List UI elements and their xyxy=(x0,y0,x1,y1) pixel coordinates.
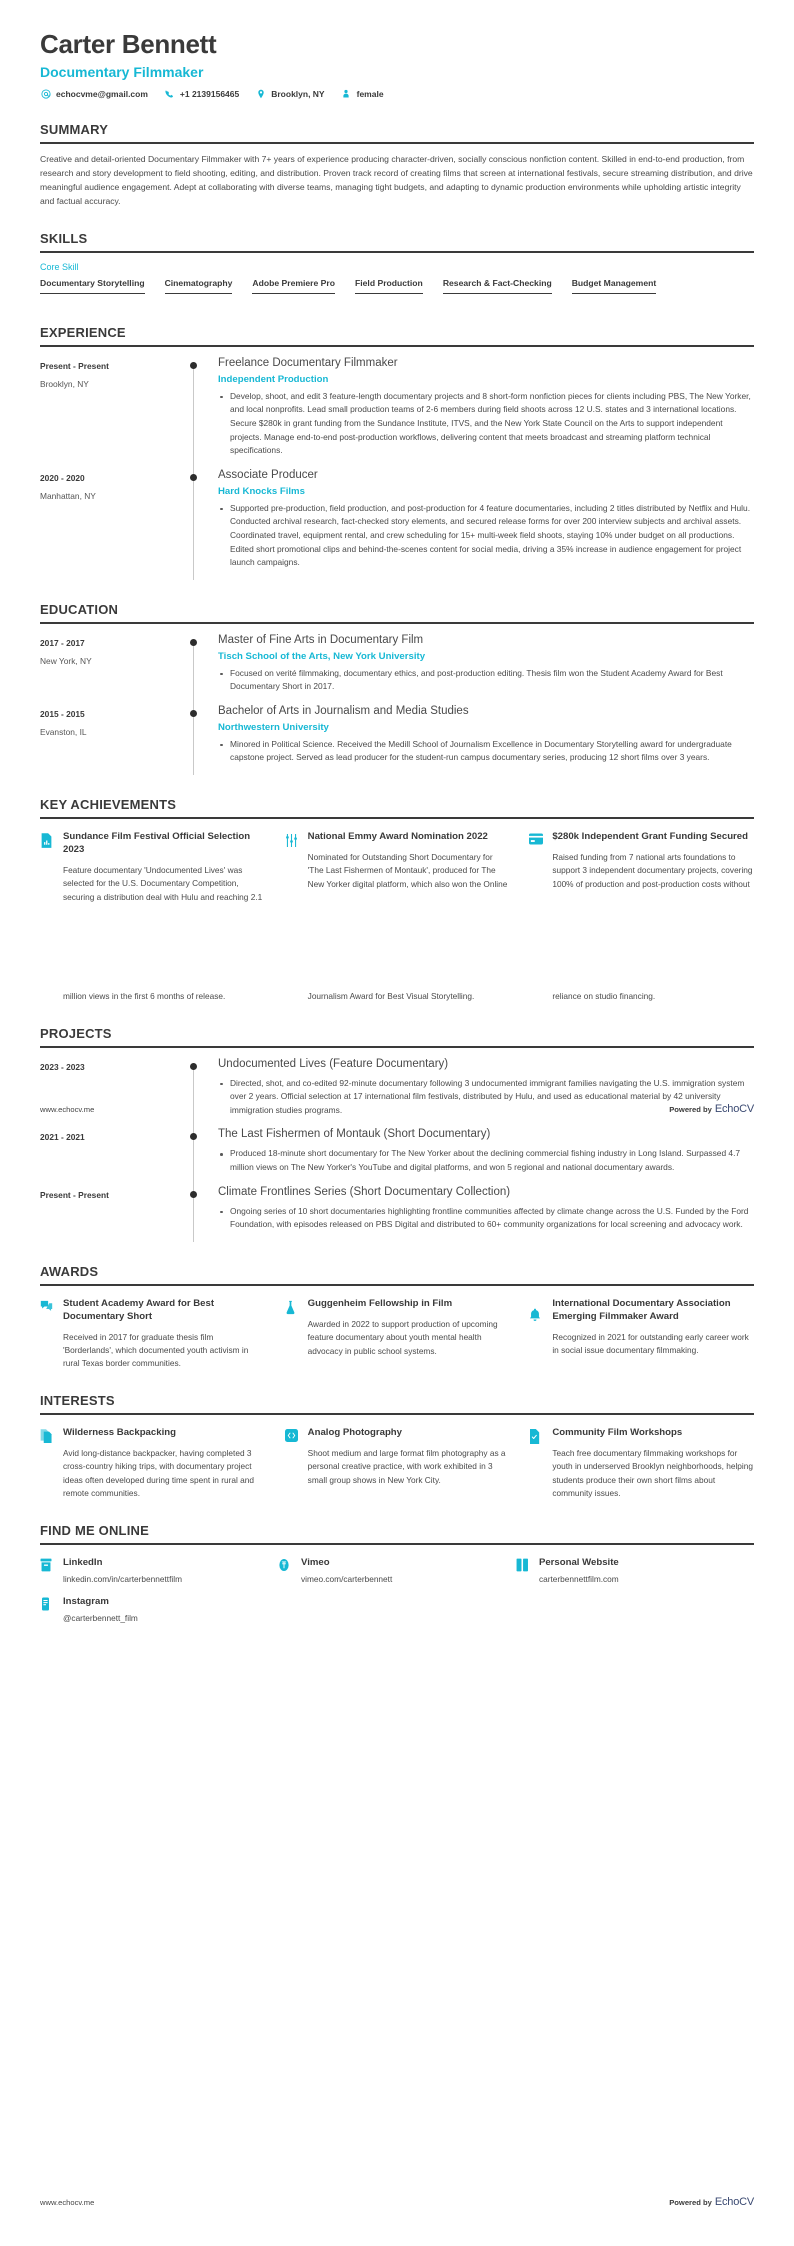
code-icon xyxy=(285,1427,300,1501)
project-title: The Last Fishermen of Montauk (Short Documentary) xyxy=(218,1128,491,1141)
entry-date: Present - Present xyxy=(40,360,109,371)
card-body xyxy=(552,1298,754,1371)
entry-bullet: Produced 18-minute short documentary for The New Yorker about the declining commercial fishing industry in Long Island. Surpassed 4.7 million views on The New Yorker's YouTube and digital platforms, and won 5 regional and national documentary awards. xyxy=(218,1147,754,1174)
timeline-dot xyxy=(190,639,197,646)
section-heading-experience: EXPERIENCE xyxy=(40,324,126,340)
card-description-continued: Journalism Award for Best Visual Storytelling. xyxy=(307,991,475,1002)
email-icon xyxy=(40,89,51,100)
card-title: Analog Photography xyxy=(307,1426,403,1438)
project-entry xyxy=(40,1185,754,1242)
entry-degree: Master of Fine Arts in Documentary Film xyxy=(218,633,424,646)
link-personal-website[interactable] xyxy=(516,1557,754,1584)
section-experience xyxy=(40,325,754,580)
card-description: Teach free documentary filmmaking workshops for youth in underserved Brooklyn neighborhoods, helping students produce their own short films about community issues. xyxy=(552,1447,753,1499)
section-heading-awards: AWARDS xyxy=(40,1263,99,1279)
link-linkedin[interactable] xyxy=(40,1557,278,1584)
timeline-dot xyxy=(190,362,197,369)
interest-card xyxy=(529,1427,754,1501)
entry-location: New York, NY xyxy=(40,655,92,666)
card-title: Community Film Workshops xyxy=(552,1426,683,1438)
timeline-dot xyxy=(190,710,197,717)
card-title: National Emmy Award Nomination 2022 xyxy=(307,831,488,843)
entry-meta xyxy=(40,1185,180,1242)
entry-role: Freelance Documentary Filmmaker xyxy=(218,356,398,369)
link-url[interactable]: carterbennettfilm.com xyxy=(538,1573,619,1584)
card-description: Nominated for Outstanding Short Documentary for 'The Last Fishermen of Montauk', produced for The New Yorker digital platform, which also won the Online xyxy=(307,851,508,889)
section-summary xyxy=(40,122,754,209)
entry-date: 2021 - 2021 xyxy=(40,1132,85,1143)
location-icon xyxy=(255,89,266,100)
entry-date: 2023 - 2023 xyxy=(40,1061,85,1072)
card-body xyxy=(552,831,754,904)
timeline-marker xyxy=(180,1057,208,1128)
section-key-achievements xyxy=(40,797,754,1004)
skill-tag: Field Production xyxy=(355,278,423,294)
entry-bullet: Directed, shot, and co-edited 92-minute documentary following 3 undocumented immigrant families navigating the U.S. immigration system over 2 years. Official selection at 17 international film festivals, distributed by Hulu, and used as educational material by 42 university immigration studies programs. xyxy=(218,1077,754,1118)
key-achievement-continuation xyxy=(40,990,754,1003)
entry-location: Manhattan, NY xyxy=(40,490,96,501)
spacer-icon xyxy=(285,990,300,1003)
footer-url: www.echocv.me xyxy=(40,1105,95,1114)
key-achievement-card-continued xyxy=(285,990,510,1003)
entry-body xyxy=(208,1127,754,1184)
key-achievement-card xyxy=(529,831,754,904)
link-body xyxy=(63,1596,138,1623)
timeline-marker xyxy=(180,1185,208,1242)
section-heading-interests: INTERESTS xyxy=(40,1392,115,1408)
timeline-dot xyxy=(190,1133,197,1140)
entry-body xyxy=(208,633,754,704)
key-achievement-card xyxy=(285,831,510,904)
entry-bullets xyxy=(218,1147,754,1174)
award-list xyxy=(40,1298,754,1371)
key-achievement-card-continued xyxy=(40,990,265,1003)
skill-tag-list xyxy=(40,278,754,303)
timeline-marker xyxy=(180,1127,208,1184)
person-icon xyxy=(341,89,352,100)
key-achievement-card xyxy=(40,831,265,904)
entry-date: 2017 - 2017 xyxy=(40,637,85,648)
entry-location: Evanston, IL xyxy=(40,726,87,737)
timeline-marker xyxy=(180,356,208,468)
link-body xyxy=(301,1557,392,1584)
section-divider xyxy=(40,1543,754,1545)
card-title: Student Academy Award for Best Documentary Short xyxy=(63,1297,215,1322)
entry-degree: Bachelor of Arts in Journalism and Media Studies xyxy=(218,704,469,717)
skill-tag: Documentary Storytelling xyxy=(40,278,145,294)
footer-powered-by: Powered by EchoCV xyxy=(669,2196,754,2208)
entry-body xyxy=(208,356,754,468)
link-name: LinkedIn xyxy=(63,1556,103,1568)
interest-card xyxy=(40,1427,265,1501)
section-heading-summary: SUMMARY xyxy=(40,121,109,137)
entry-bullet: Ongoing series of 10 short documentaries highlighting frontline communities affected by climate change across the U.S. Funded by the Ford Foundation, with episodes released on PBS Digital and distributed to 60+ community organizations for local screening and advocacy work. xyxy=(218,1205,754,1232)
entry-date: 2020 - 2020 xyxy=(40,472,85,483)
section-find-me-online xyxy=(40,1523,754,1635)
card-body xyxy=(552,1427,754,1501)
entry-bullets xyxy=(218,667,754,694)
card-description-continued: reliance on studio financing. xyxy=(552,991,656,1002)
section-heading-projects: PROJECTS xyxy=(40,1025,112,1041)
card-body xyxy=(308,831,510,904)
experience-entry xyxy=(40,356,754,468)
skill-tag: Cinematography xyxy=(165,278,233,294)
timeline-marker xyxy=(180,633,208,704)
award-card xyxy=(40,1298,265,1371)
bell-icon xyxy=(529,1298,544,1371)
entry-bullets xyxy=(218,738,754,765)
instagram-icon xyxy=(40,1596,55,1623)
entry-role: Associate Producer xyxy=(218,468,318,481)
flask-icon xyxy=(285,1298,300,1371)
project-title: Climate Frontlines Series (Short Documentary Collection) xyxy=(218,1185,511,1198)
sliders-icon xyxy=(285,831,300,904)
link-url[interactable]: @carterbennett_film xyxy=(63,1612,138,1623)
spacer-icon xyxy=(40,990,55,1003)
section-divider xyxy=(40,142,754,144)
resume-header xyxy=(40,0,754,100)
section-heading-find-me-online: FIND ME ONLINE xyxy=(40,1522,149,1538)
contact-phone-text: +1 2139156465 xyxy=(179,89,240,100)
contact-location-text: Brooklyn, NY xyxy=(271,89,325,100)
page-footer-2 xyxy=(40,2196,754,2208)
entry-bullet: Minored in Political Science. Received the Medill School of Journalism Excellence in Documentary Storytelling award for undergraduate capstone project. Served as lead producer for the student-run campus documentary series, producing 12 short films over 3 years. xyxy=(218,738,754,765)
contact-phone[interactable] xyxy=(164,89,239,100)
entry-body xyxy=(208,1185,754,1242)
contact-gender-text: female xyxy=(356,89,384,100)
project-title: Undocumented Lives (Feature Documentary) xyxy=(218,1057,449,1070)
archive-icon xyxy=(40,1557,55,1584)
entry-bullet: Develop, shoot, and edit 3 feature-length documentary projects and 8 short-form nonfiction pieces for clients including PBS, The New Yorker, and local nonprofits. Lead small production teams of 2-6 members during field shoots across 12 U.S. states and 3 international locations. Secure $280k in grant funding from the Sundance Institute, ITVS, and the New York State Council on the Arts to support independent projects. Manage end-to-end post-production workflows, delivering content that meets broadcast and streaming platform technical specifications. xyxy=(218,390,754,458)
interest-list xyxy=(40,1427,754,1501)
education-entry xyxy=(40,704,754,775)
timeline-dot xyxy=(190,1063,197,1070)
link-name: Instagram xyxy=(63,1595,109,1607)
project-entry xyxy=(40,1127,754,1184)
page-break-gap xyxy=(40,904,754,990)
link-name: Vimeo xyxy=(300,1556,330,1568)
card-body xyxy=(308,1298,510,1371)
contact-email-text: echocvme@gmail.com xyxy=(56,89,148,100)
entry-body xyxy=(208,704,754,775)
timeline-marker xyxy=(180,704,208,775)
entry-meta xyxy=(40,1057,180,1128)
link-instagram[interactable] xyxy=(40,1596,278,1623)
project-entry xyxy=(40,1057,754,1128)
chat-icon xyxy=(40,1298,55,1371)
document-chart-icon xyxy=(40,831,55,904)
section-interests xyxy=(40,1393,754,1501)
section-heading-education: EDUCATION xyxy=(40,601,119,617)
phone-icon xyxy=(164,89,175,100)
interest-card xyxy=(285,1427,510,1501)
card-icon xyxy=(529,831,544,904)
card-description: Avid long-distance backpacker, having completed 3 cross-country hiking trips, with documentary project ideas often developed during time spent in rural and remote communities. xyxy=(63,1447,254,1499)
card-body xyxy=(63,831,265,904)
card-description: Shoot medium and large format film photography as a personal creative practice, with work exhibited in 3 small group shows in New York City. xyxy=(307,1447,506,1485)
document-check-icon xyxy=(529,1427,544,1501)
card-title: Wilderness Backpacking xyxy=(63,1426,176,1438)
link-url[interactable]: linkedin.com/in/carterbennettfilm xyxy=(63,1573,182,1584)
entry-meta xyxy=(40,1127,180,1184)
summary-text: Creative and detail-oriented Documentary Filmmaker with 7+ years of experience producing character-driven, socially conscious nonfiction content. Skilled in end-to-end production, from research and story development to field shooting, editing, and distribution. Proven track record of creating films that screen at international festivals, secure streaming distribution, and drive meaningful audience engagement. Adept at collaborating with diverse teams, managing tight budgets, and adapting to dynamic production environments while upholding artistic integrity and factual accuracy. xyxy=(40,153,753,206)
spacer-icon xyxy=(529,990,544,1003)
book-icon xyxy=(516,1557,531,1584)
award-card xyxy=(529,1298,754,1371)
entry-date: Present - Present xyxy=(40,1189,109,1200)
entry-bullet: Supported pre-production, field production, and post-production for 4 feature documentaries, including 2 titles distributed by Netflix and Hulu. Conducted archival research, fact-checked story elements, and secured release forms for over 200 interview subjects and archival assets. Coordinated travel, equipment rental, and crew scheduling for 15+ multi-week field shoots, staying 10% under budget on all productions. Edited short promotional clips and behind-the-scenes content for social media, driving a 35% increase in audience engagement for project launch campaigns. xyxy=(218,502,754,570)
timeline-marker xyxy=(180,468,208,580)
card-description: Feature documentary 'Undocumented Lives' was selected for the U.S. Documentary Competition, securing a distribution deal with Hulu and reaching 2.1 xyxy=(63,864,263,902)
section-divider xyxy=(40,251,754,253)
section-education xyxy=(40,602,754,775)
card-body xyxy=(63,1427,265,1501)
entry-bullets xyxy=(218,1077,754,1118)
footer-brand: EchoCV xyxy=(714,2196,754,2208)
card-description: Raised funding from 7 national arts foundations to support 3 independent documentary projects, covering 100% of production and post-production costs without xyxy=(552,851,753,889)
key-achievement-list xyxy=(40,831,754,904)
entry-bullets xyxy=(218,1205,754,1232)
online-link-list xyxy=(40,1557,754,1635)
card-description: Received in 2017 for graduate thesis film 'Borderlands', which documented youth activism in rural Texas border communities. xyxy=(63,1331,249,1369)
contact-location xyxy=(255,89,324,100)
skill-group-label: Core Skill xyxy=(40,261,79,272)
link-body xyxy=(539,1557,619,1584)
section-divider xyxy=(40,622,754,624)
section-skills xyxy=(40,231,754,303)
card-title: $280k Independent Grant Funding Secured xyxy=(552,831,748,843)
entry-school: Northwestern University xyxy=(218,721,329,733)
timeline-dot xyxy=(190,474,197,481)
link-url[interactable]: vimeo.com/carterbennett xyxy=(300,1573,393,1584)
copy-document-icon xyxy=(40,1427,55,1501)
card-description: Recognized in 2021 for outstanding early career work in social issue documentary filmmaking. xyxy=(552,1331,749,1356)
card-title: Sundance Film Festival Official Selection 2023 xyxy=(63,831,251,855)
section-divider xyxy=(40,1413,754,1415)
section-heading-skills: SKILLS xyxy=(40,230,88,246)
contact-gender xyxy=(341,89,384,100)
card-title: International Documentary Association Emerging Filmmaker Award xyxy=(552,1297,731,1322)
section-divider xyxy=(40,1046,754,1048)
skill-tag: Adobe Premiere Pro xyxy=(252,278,335,294)
contact-bar xyxy=(40,89,754,100)
card-description: Awarded in 2022 to support production of upcoming feature documentary about youth mental health advocacy in public school systems. xyxy=(307,1318,498,1356)
candidate-name: Carter Bennett xyxy=(40,29,217,59)
entry-organization: Independent Production xyxy=(218,373,329,385)
experience-entry xyxy=(40,468,754,580)
entry-school: Tisch School of the Arts, New York University xyxy=(218,650,426,662)
candidate-job-title: Documentary Filmmaker xyxy=(40,63,204,80)
contact-email[interactable] xyxy=(40,89,148,100)
section-heading-key-achievements: KEY ACHIEVEMENTS xyxy=(40,797,177,813)
footer-powered-by: Powered by EchoCV xyxy=(669,1103,754,1115)
key-achievement-card-continued xyxy=(529,990,754,1003)
award-card xyxy=(285,1298,510,1371)
entry-meta xyxy=(40,468,180,580)
entry-meta xyxy=(40,633,180,704)
card-title: Guggenheim Fellowship in Film xyxy=(307,1297,453,1309)
section-divider xyxy=(40,345,754,347)
footer-brand: EchoCV xyxy=(714,1103,754,1115)
entry-bullets xyxy=(218,390,754,458)
skill-tag: Budget Management xyxy=(572,278,657,294)
entry-body xyxy=(208,468,754,580)
entry-organization: Hard Knocks Films xyxy=(218,485,305,497)
entry-date: 2015 - 2015 xyxy=(40,708,85,719)
vimeo-icon xyxy=(278,1557,293,1584)
skill-tag: Research & Fact-Checking xyxy=(443,278,552,294)
entry-bullets xyxy=(218,502,754,570)
entry-body xyxy=(208,1057,754,1128)
card-description-continued: million views in the first 6 months of release. xyxy=(63,991,226,1002)
entry-meta xyxy=(40,704,180,775)
timeline-dot xyxy=(190,1191,197,1198)
card-body xyxy=(308,1427,510,1501)
card-body xyxy=(63,1298,265,1371)
footer-url: www.echocv.me xyxy=(40,2198,95,2207)
entry-bullet: Focused on verité filmmaking, documentary ethics, and post-production editing. Thesis film won the Student Academy Award for Best Documentary Short in 2017. xyxy=(218,667,754,694)
section-projects xyxy=(40,1026,754,1242)
section-divider xyxy=(40,817,754,819)
link-name: Personal Website xyxy=(538,1556,619,1568)
link-vimeo[interactable] xyxy=(278,1557,516,1584)
entry-meta xyxy=(40,356,180,468)
entry-location: Brooklyn, NY xyxy=(40,378,89,389)
education-entry xyxy=(40,633,754,704)
section-divider xyxy=(40,1284,754,1286)
link-body xyxy=(63,1557,182,1584)
section-awards xyxy=(40,1264,754,1371)
